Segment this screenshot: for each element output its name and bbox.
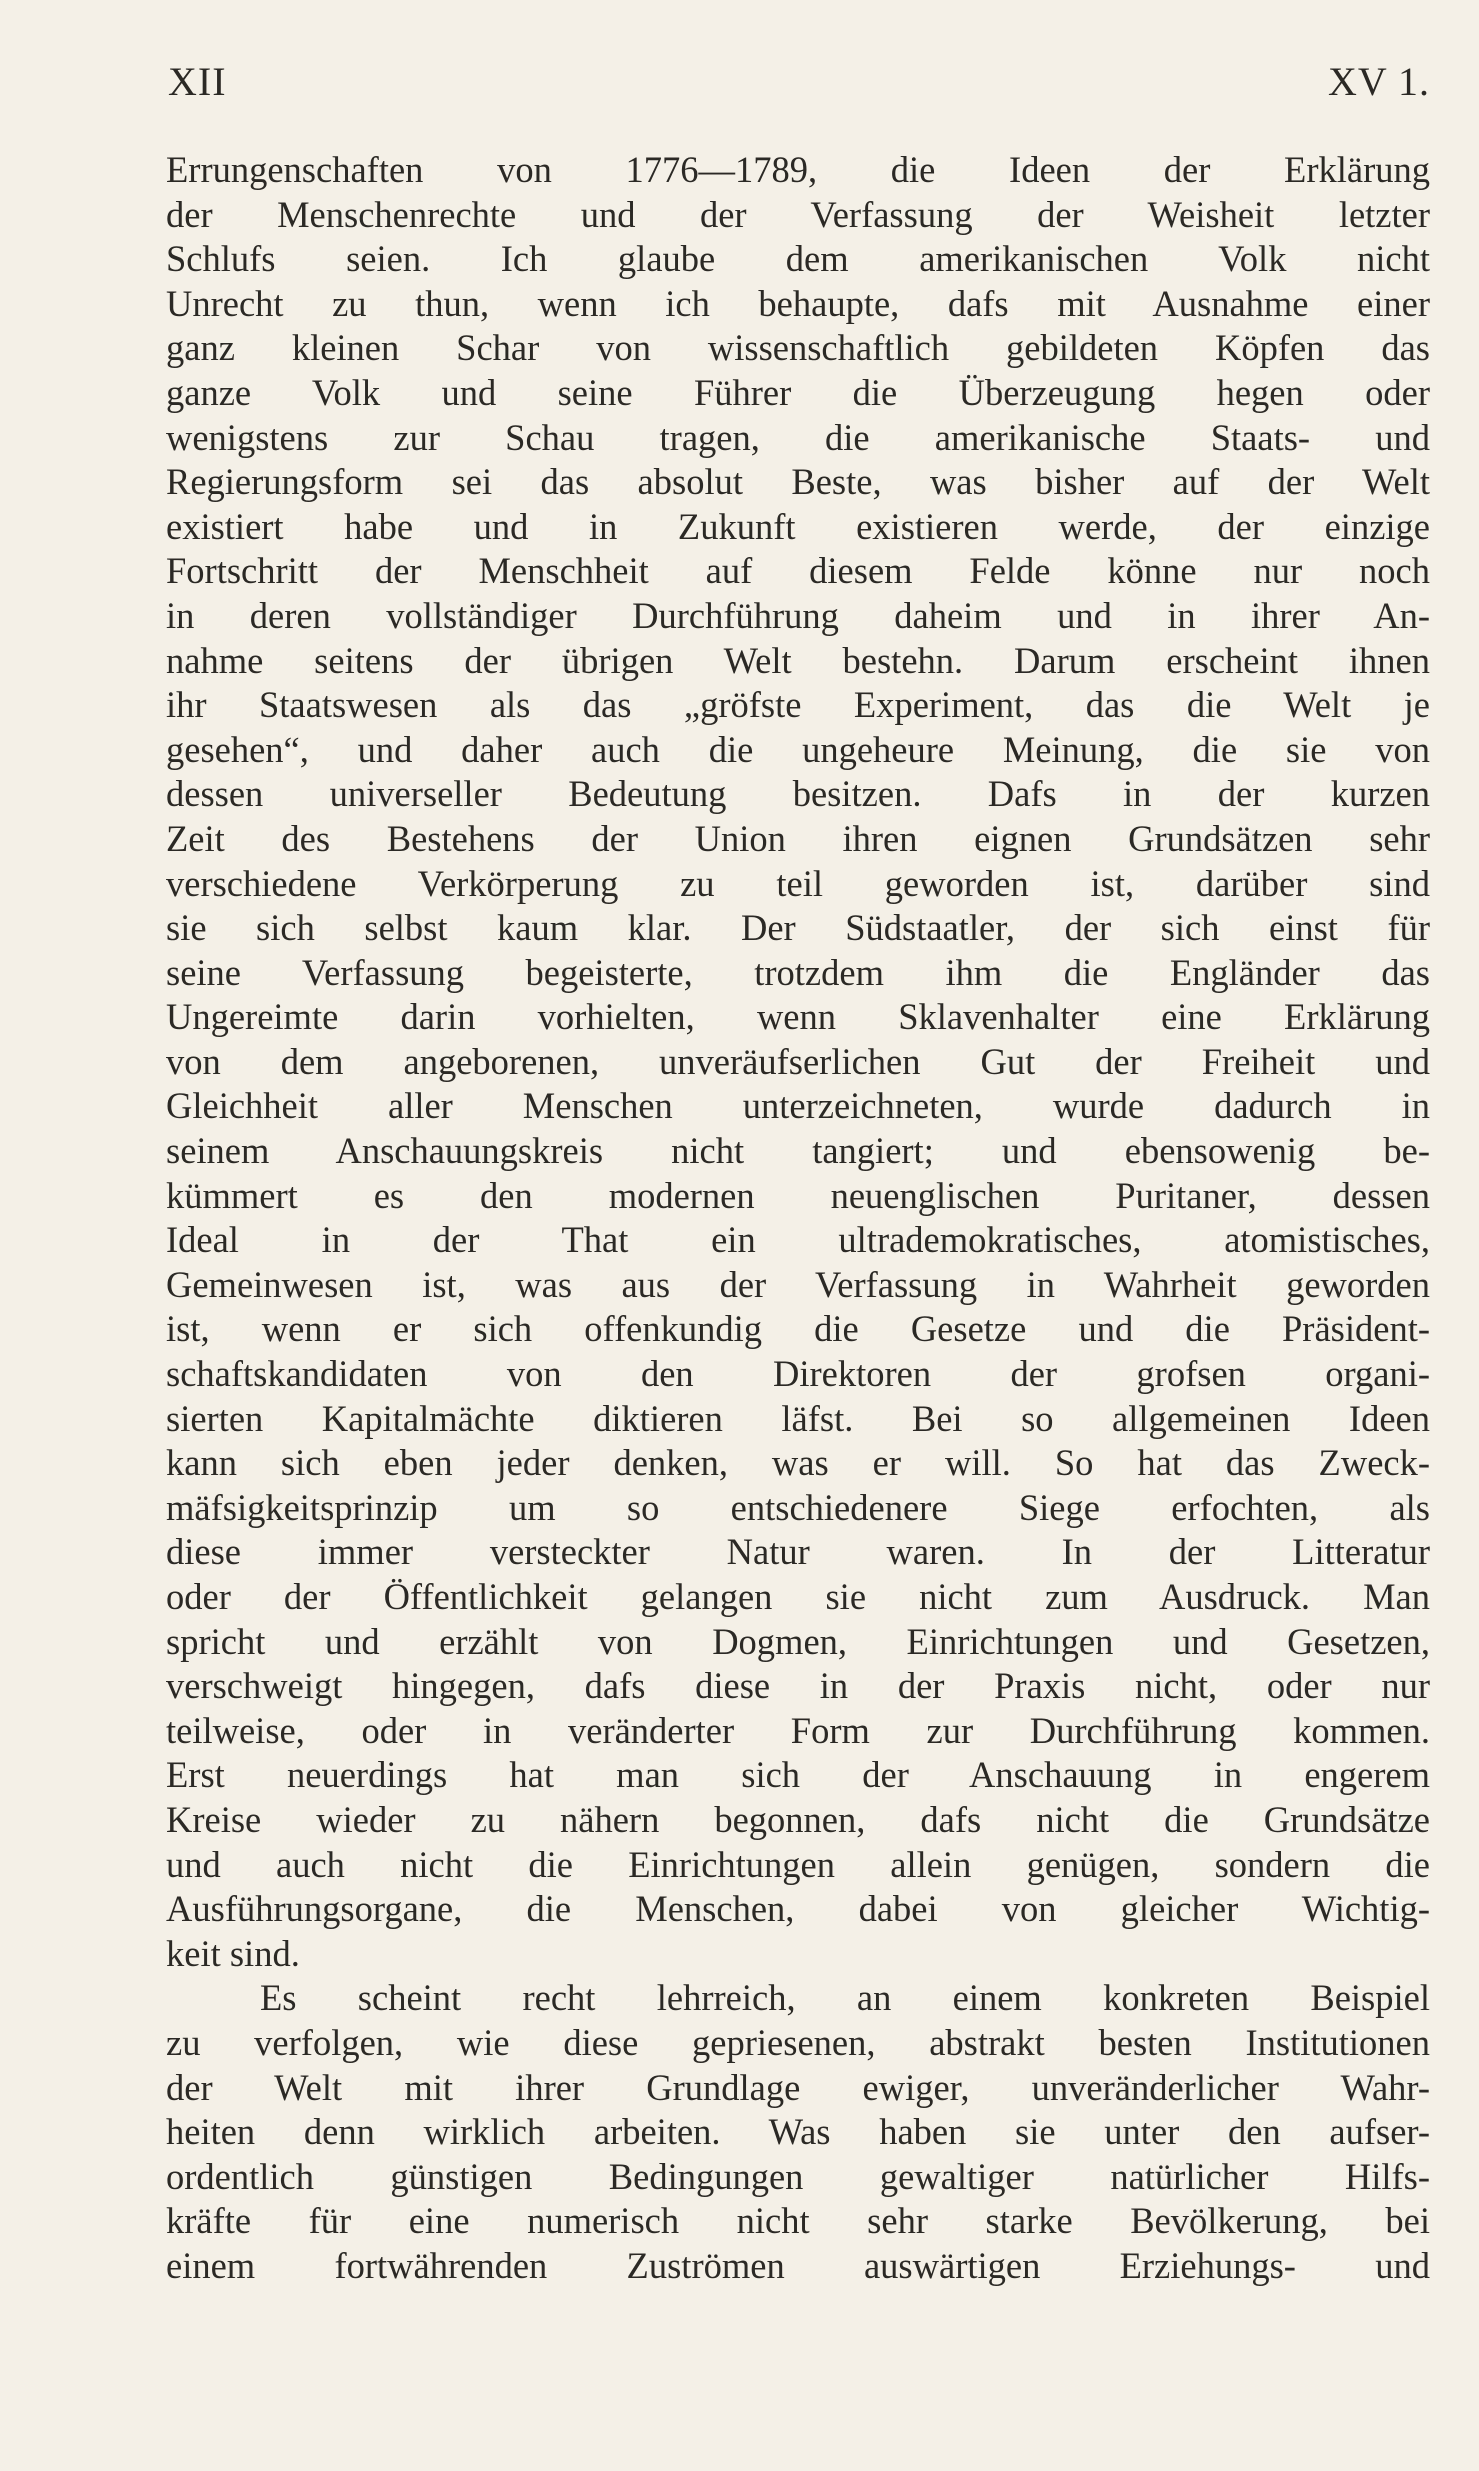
text-line: Ausführungsorgane, die Menschen, dabei von gleicher Wichtig-: [166, 1888, 1430, 1930]
text-line: kräfte für eine numerisch nicht sehr starke Bevölkerung, bei: [166, 2200, 1430, 2242]
text-line: Erst neuerdings hat man sich der Anschauung in engerem: [166, 1754, 1430, 1796]
text-line: seine Verfassung begeisterte, trotzdem ihm die Engländer das: [166, 951, 1430, 993]
text-line: nahme seitens der übrigen Welt bestehn. Darum erscheint ihnen: [166, 639, 1430, 681]
text-line: teilweise, oder in veränderter Form zur Durchführung kommen.: [166, 1709, 1430, 1751]
paragraph-start-line: Es scheint recht lehrreich, an einem konkreten Beispiel: [260, 1977, 1430, 2019]
body-text: [166, 148, 1430, 2289]
text-line: sierten Kapitalmächte diktieren läfst. Bei so allgemeinen Ideen: [166, 1397, 1430, 1439]
text-line: zu verfolgen, wie diese gepriesenen, abstrakt besten Institutionen: [166, 2021, 1430, 2063]
text-line: gesehen“, und daher auch die ungeheure Meinung, die sie von: [166, 728, 1430, 770]
text-line: Schlufs seien. Ich glaube dem amerikanischen Volk nicht: [166, 238, 1430, 280]
text-line: kümmert es den modernen neuenglischen Puritaner, dessen: [166, 1174, 1430, 1216]
text-line: sie sich selbst kaum klar. Der Südstaatler, der sich einst für: [166, 907, 1430, 949]
text-line: kann sich eben jeder denken, was er will. So hat das Zweck-: [166, 1442, 1430, 1484]
text-line: von dem angeborenen, unveräufserlichen Gut der Freiheit und: [166, 1040, 1430, 1082]
text-line: Errungenschaften von 1776—1789, die Ideen der Erklärung: [166, 149, 1430, 190]
page-number: XII: [168, 59, 227, 104]
text-line: Gemeinwesen ist, was aus der Verfassung in Wahrheit geworden: [166, 1263, 1430, 1305]
text-line: verschweigt hingegen, dafs diese in der Praxis nicht, oder nur: [166, 1665, 1430, 1707]
text-line: in deren vollständiger Durchführung daheim und in ihrer An-: [166, 594, 1430, 636]
text-line: ihr Staatswesen als das „gröfste Experiment, das die Welt je: [166, 684, 1430, 726]
text-line: ordentlich günstigen Bedingungen gewaltiger natürlicher Hilfs-: [166, 2155, 1430, 2197]
text-line: Fortschritt der Menschheit auf diesem Felde könne nur noch: [166, 550, 1430, 592]
text-line: wenigstens zur Schau tragen, die amerikanische Staats- und: [166, 416, 1430, 458]
text-line: Unrecht zu thun, wenn ich behaupte, dafs mit Ausnahme einer: [166, 282, 1430, 324]
text-line: oder der Öffentlichkeit gelangen sie nicht zum Ausdruck. Man: [166, 1576, 1430, 1617]
text-line: Regierungsform sei das absolut Beste, was bisher auf der Welt: [166, 461, 1430, 503]
text-line: mäfsigkeitsprinzip um so entschiedenere Siege erfochten, als: [166, 1486, 1430, 1528]
text-line: dessen universeller Bedeutung besitzen. Dafs in der kurzen: [166, 773, 1430, 815]
paragraph-end-line: keit sind.: [166, 1932, 300, 1974]
text-line: Ungereimte darin vorhielten, wenn Sklavenhalter eine Erklärung: [166, 996, 1430, 1038]
text-line: seinem Anschauungskreis nicht tangiert; und ebensowenig be-: [166, 1130, 1430, 1172]
text-line: Gleichheit aller Menschen unterzeichneten, wurde dadurch in: [166, 1085, 1430, 1127]
text-line: Zeit des Bestehens der Union ihren eignen Grundsätzen sehr: [166, 817, 1430, 859]
text-line: ist, wenn er sich offenkundig die Gesetze und die Präsident-: [166, 1308, 1430, 1350]
text-line: verschiedene Verkörperung zu teil geworden ist, darüber sind: [166, 862, 1430, 904]
text-line: diese immer versteckter Natur waren. In der Litteratur: [166, 1531, 1430, 1573]
text-line: und auch nicht die Einrichtungen allein genügen, sondern die: [166, 1843, 1430, 1885]
section-mark: XV 1.: [1327, 59, 1430, 104]
text-line: einem fortwährenden Zuströmen auswärtigen Erziehungs- und: [166, 2244, 1430, 2286]
running-head: [168, 58, 1430, 118]
text-line: der Welt mit ihrer Grundlage ewiger, unveränderlicher Wahr-: [166, 2066, 1430, 2108]
text-line: Kreise wieder zu nähern begonnen, dafs nicht die Grundsätze: [166, 1798, 1430, 1840]
text-line: ganz kleinen Schar von wissenschaftlich gebildeten Köpfen das: [166, 327, 1430, 369]
text-line: Ideal in der That ein ultrademokratisches, atomistisches,: [166, 1219, 1430, 1261]
text-line: heiten denn wirklich arbeiten. Was haben sie unter den aufser-: [166, 2111, 1430, 2153]
text-line: schaftskandidaten von den Direktoren der grofsen organi-: [166, 1353, 1430, 1395]
text-line: der Menschenrechte und der Verfassung der Weisheit letzter: [166, 193, 1430, 235]
text-line: spricht und erzählt von Dogmen, Einrichtungen und Gesetzen,: [166, 1620, 1430, 1662]
text-line: ganze Volk und seine Führer die Überzeugung hegen oder: [166, 371, 1430, 413]
text-line: existiert habe und in Zukunft existieren werde, der einzige: [166, 505, 1430, 547]
